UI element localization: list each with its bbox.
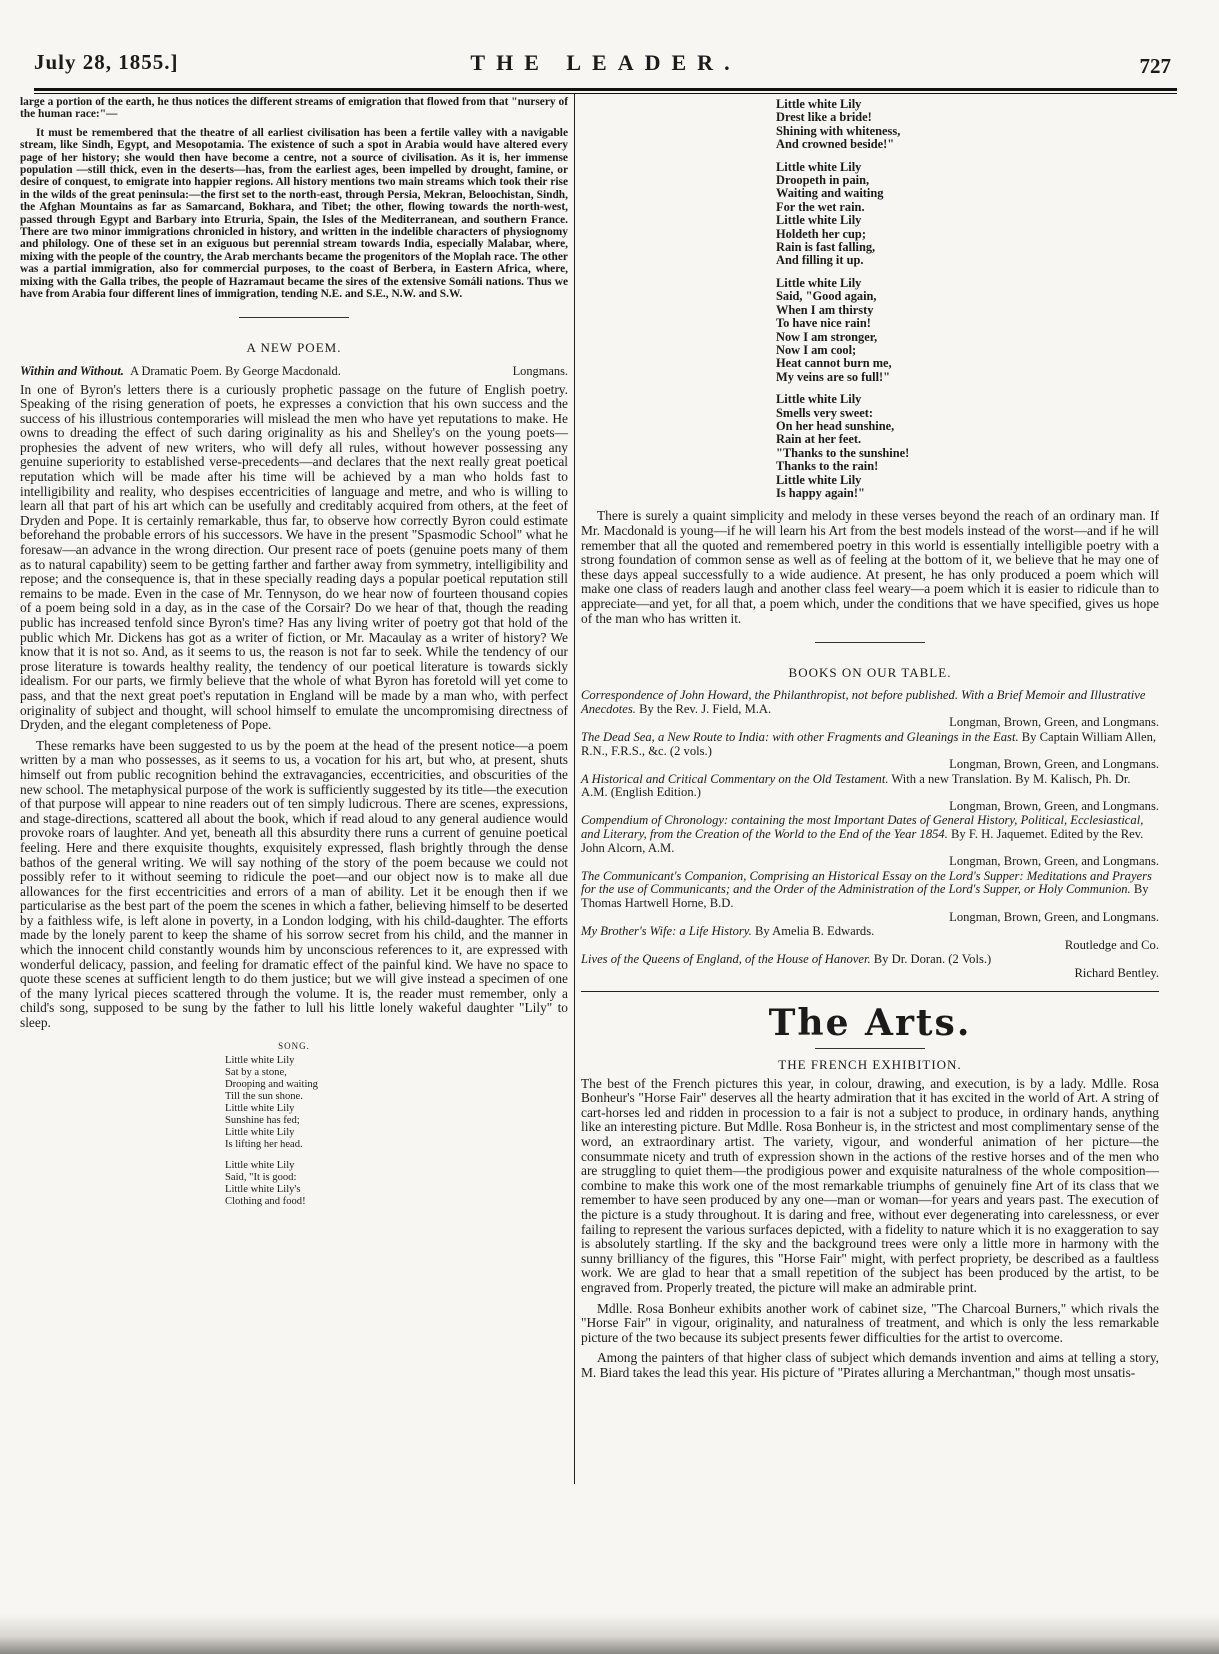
poem-line: Smells very sweet:	[776, 405, 874, 420]
book-publisher: Longman, Brown, Green, and Longmans.	[949, 909, 1159, 924]
section-rule	[581, 991, 1159, 992]
issue-date: July 28, 1855.]	[34, 50, 179, 74]
arts-paragraph-3: Among the painters of that higher class of subject which demands invention and aims at telling a story, M. Biard takes the lead this year. His picture of "Pirates alluring a Merchantman," though most unsatis-	[581, 1350, 1159, 1380]
poem-line: Sat by a stone,	[225, 1066, 287, 1078]
book-author: By Dr. Doran. (2 Vols.)	[873, 952, 992, 967]
book-title: The Communicant's Companion, Comprising an Historical Essay on the Lord's Supper: Meditations and Prayers for the use of Communicants; and the Order of the Administration of the Lord's Supper, or Holy Communion.	[581, 868, 1152, 897]
section-rule	[815, 1048, 925, 1049]
book-entry	[581, 773, 1159, 814]
books-heading: BOOKS ON OUR TABLE.	[788, 665, 952, 681]
book-title: The Dead Sea, a New Route to India: with other Fragments and Gleanings in the East.	[581, 729, 1019, 744]
poem-line: On her head sunshine,	[776, 418, 895, 433]
poem-line: Till the sun shone.	[225, 1090, 303, 1102]
book-title: A Historical and Critical Commentary on the Old Testament.	[581, 771, 889, 786]
poem-line: My veins are so full!"	[776, 369, 891, 384]
book-publisher: Longman, Brown, Green, and Longmans.	[949, 798, 1159, 813]
review-paragraph-2: These remarks have been suggested to us by the poem at the head of the present notice—a poem written by a man who possesses, as it seems to us, a vocation for his art, but who, at present, shuts himself out from public recognition behind the extravagancies, eccentricities, and obscurities of the new school. The metaphysical purpose of the work is sufficiently suggested by its title—the execution of that purpose will appear to nine readers out of ten simply ludicrous. There are scenes, expressions, and stage-directions, scattered all about the book, which if read aloud to any general audience would provoke roars of laughter. And yet, beneath all this absurdity there runs a current of genuine poetical feeling. Here and there exquisite thoughts, exquisitely expressed, flash brightly through the dense bathos of the general writing. We will say nothing of the story of the poem because we could not possibly refer to it without seeming to ridicule the poet—and our object now is to make all due allowances for the first eccentricities and errors of a man of ability. Let it be enough then if we particularise as the best part of the poem the scenes in which a father, believing himself to be deserted by a faithless wife, is left alone in poverty, in a London lodging, with his child-daughter. The efforts made by the lonely parent to keep the shame of his sorrow secret from his child, and the manner in which the innocent child constantly wounds him by unconscious references to it, are expressed with wonderful delicacy, passion, and feeling for dramatic effect of the painful kind. We have no space to quote these scenes at sufficient length to do them justice; but we will give instead a specimen of one of the many lyrical pieces scattered through the volume. It is, the reader must remember, only a child's song, supposed to be sung by the father to lull his little lonely wakeful daughter "Lily" to sleep.	[20, 737, 568, 1031]
book-title: Correspondence of John Howard, the Philanthropist, not before published. With a Brief Memoir and Illustrative Anecdotes.	[581, 688, 1146, 716]
poem-line: Little white Lily	[225, 1159, 295, 1171]
page-number: 727	[1139, 54, 1171, 78]
books-list	[581, 689, 1159, 980]
song-stanza	[776, 277, 1159, 384]
book-author: By the Rev. J. Field, M.A.	[639, 701, 772, 716]
book-entry	[581, 870, 1159, 924]
poem-line: Shining with whiteness,	[776, 123, 901, 138]
poem-line: Said, "Good again,	[776, 289, 877, 304]
book-publisher: Longman, Brown, Green, and Longmans.	[949, 757, 1159, 772]
poem-line: Drooping and waiting	[225, 1078, 318, 1090]
section-rule	[239, 317, 349, 318]
poem-line: Thanks to the rain!	[776, 459, 879, 474]
book-entry	[581, 814, 1159, 868]
poem-line: To have nice rain!	[776, 316, 871, 331]
book-entry	[581, 731, 1159, 772]
emigration-quote: It must be remembered that the theatre of all earliest civilisation has been a fertile valley with a navigable stream, like Sindh, Egypt, and Mesopotamia. The existence of such a spot in Arabia would have altered every page of her history; she would then have become a centre, not a source of civilisation. As it is, her immense population —still thick, even in the deserts—has, from the earliest ages, been impelled by drought, famine, or desire of conquest, to emigrate into happier regions. All history mentions two main streams which took their rise in the wilds of the great peninsula:—the first set to the north-east, through Persia, Mekran, Beloochistan, Sindh, the Afghan Mountains as far as Samarcand, Bokhara, and Tibet; the other, flowing towards the north-west, passed through Egypt and Barbary into Etruria, Spain, the Isles of the Mediterranean, and southern France. There are two minor immigrations chronicled in history, and written in the indelible characters of physiognomy and philology. One of these set in an exiguous but perennial stream towards India, especially Malabar, where, mixing with the people of the country, the Arab merchants became the progenitors of the Moplah race. The other was a partial immigration, also for commercial purposes, to the coast of Berbera, in Eastern Africa, where, mixing with the Galla tribes, the people of Hazramaut became the sires of the extensive Somáli nations. Thus we have from Arabia four different lines of immigration, tending N.E. and S.E., N.W. and S.W.	[20, 126, 568, 301]
arts-paragraph-2: Mdlle. Rosa Bonheur exhibits another work of cabinet size, "The Charcoal Burners," which rivals the "Horse Fair" in vigour, originality, and naturalness of treatment, and which is only the less remarkable picture of the two because its subject presents fewer difficulties for the artist to overcome.	[581, 1300, 1159, 1345]
poem-line: Sunshine has fed;	[225, 1114, 300, 1126]
review-publisher: Longmans.	[512, 363, 568, 378]
arts-heading: The Arts.	[768, 1001, 972, 1044]
french-exhibition-heading: THE FRENCH EXHIBITION.	[778, 1056, 962, 1072]
song-stanza	[225, 1055, 568, 1151]
song-stanza	[776, 98, 1159, 152]
masthead	[34, 46, 1177, 86]
song-left	[225, 1055, 568, 1208]
book-publisher: Richard Bentley.	[1074, 966, 1159, 980]
poem-line: Little white Lily's	[225, 1183, 301, 1195]
song-stanza	[776, 161, 1159, 268]
poem-line: Rain is fast falling,	[776, 240, 876, 255]
poem-line: And filling it up.	[776, 253, 864, 268]
left-column	[20, 96, 568, 1217]
poem-line: Holdeth her cup;	[776, 226, 866, 241]
poem-line: Droopeth in pain,	[776, 173, 870, 188]
poem-line: Little white Lily	[776, 275, 862, 290]
book-author: With a new Translation. By M. Kalisch, Ph. Dr. A.M. (English Edition.)	[581, 771, 1131, 800]
poem-line: For the wet rain.	[776, 199, 865, 214]
arts-paragraph-1: The best of the French pictures this year, in colour, drawing, and execution, is by a lady. Mdlle. Rosa Bonheur's "Horse Fair" deserves all the hearty admiration that it has excited in the world of Art. A string of cart-horses led and ridden in procession to a fair is not a subject to produce, in ordinary hands, anything like an interesting picture. But Mdlle. Rosa Bonheur is, in the strictest and most complimentary sense of the word, an extraordinary artist. The variety, vigour, and wonderful animation of her picture—the consummate nicety and truth of expression shown in the actions of the restive horses and of the men who are struggling to quiet them—the prodigious power and exquisite naturalness of the whole composition—combine to make this work one of the most remarkable triumphs of genuinely fine Art of its class that we remember to have seen produced by any one—man or woman—for years and years past. The execution of the picture is a study throughout. It is daring and free, without ever degenerating into carelessness, or ever failing to represent the various surfaces depicted, with a fidelity to nature which it is no exaggeration to say is absolutely startling. If the sky and the background trees were only a little more in harmony with the sunny brilliancy of the figures, this "Horse Fair" might, with perfect propriety, be described as a faultless work. We are glad to hear that a small repetition of the subject has been produced by the artist, to be engraved from. Properly treated, the picture will make an admirable print.	[581, 1075, 1159, 1295]
poem-line: Little white Lily	[776, 392, 862, 407]
poem-line: Little white Lily	[225, 1054, 295, 1066]
book-entry	[581, 953, 1159, 980]
poem-line: Little white Lily	[776, 472, 862, 487]
poem-line: Little white Lily	[776, 159, 862, 174]
scan-edge	[0, 1614, 1219, 1654]
new-poem-heading: A NEW POEM.	[246, 339, 342, 355]
review-title: Within and Without.	[20, 363, 124, 378]
poem-line: Is lifting her head.	[225, 1138, 303, 1150]
book-publisher: Longman, Brown, Green, and Longmans.	[949, 715, 1159, 730]
section-rule	[815, 642, 925, 643]
poem-line: Clothing and food!	[225, 1195, 306, 1207]
review-citation	[20, 364, 568, 379]
poem-line: Waiting and waiting	[776, 186, 884, 201]
poem-line: And crowned beside!"	[776, 137, 895, 152]
review-description: A Dramatic Poem. By George Macdonald.	[130, 363, 341, 378]
emigration-intro: large a portion of the earth, he thus notices the different streams of emigration that flowed from that "nursery of the human race:"—	[20, 96, 568, 121]
poem-line: Rain at her feet.	[776, 432, 862, 447]
book-entry	[581, 925, 1159, 952]
poem-line: Now I am stronger,	[776, 329, 878, 344]
column-divider	[574, 94, 575, 1484]
book-publisher: Longman, Brown, Green, and Longmans.	[949, 854, 1159, 869]
book-publisher: Routledge and Co.	[1064, 937, 1159, 952]
book-entry	[581, 689, 1159, 730]
song-continued	[776, 98, 1159, 500]
poem-line: Now I am cool;	[776, 342, 857, 357]
song-stanza	[225, 1160, 568, 1208]
masthead-rule-thin	[34, 93, 1177, 94]
poem-line: Drest like a bride!	[776, 110, 872, 125]
masthead-rule	[34, 88, 1177, 91]
review-paragraph-1: In one of Byron's letters there is a curiously prophetic passage on the future of English poetry. Speaking of the rising generation of poets, he expresses a conviction that his own success and the success of his illustrious contemporaries will mislead the men who have yet reputations to make. He owns to dreading the effect of such daring originality as his and Shelley's on the young poets—prophesies the advent of new writers, who will defy all rules, without however possessing any genuine superiority to established verse-precedents—and declares that the next really great poetical reputation which will be made after his time will be achieved by a man who holds fast to intelligibility and reality, who despises eccentricities of language and metre, and who is willing to learn all that part of his art which can be usefully and creditably acquired from others, at the feet of Dryden and Pope. It is certainly remarkable, thus far, to observe how correctly Byron could estimate beforehand the probable errors of his successors. We have in the present "Spasmodic School" what he foresaw—an advance in the wrong direction. Our present race of poets (genuine poets many of them as to natural capability) seem to be getting farther and farther away from symmetry, intelligibility and repose; and the consequence is, that in these specially reading days a popular poetical reputation still remains to be made. Even in the case of Mr. Tennyson, do we hear now of fourteen thousand copies of a poem being sold in a day, as in the case of the Corsair? Do we hear of that, though the reading public has increased tenfold since Byron's time? Has any living writer of poetry got that hold of the public which Mr. Dickens has got as a writer of fiction, or Mr. Macaulay as a writer of history? We know that it is not so. And, as it seems to us, the reason is not far to seek. While the tendency of our prose literature is towards healthy reality, the tendency of our poetical literature is towards sickly idealism. For our parts, we firmly believe that the whole of what Byron has foretold will yet come to pass, and that the next great poet's reputation in England will be made by a man who, with perfect originality of subject and thought, will school himself to emulate the uncompromising directness of Dryden, and the elegant completeness of Pope.	[20, 381, 568, 733]
book-author: By Captain William Allen, R.N., F.R.S., &c. (2 vols.)	[581, 729, 1157, 758]
poem-commentary: There is surely a quaint simplicity and melody in these verses beyond the reach of an ordinary man. If Mr. Macdonald is young—if he will learn his Art from the best models instead of the worst—and if he will remember that all the quoted and remembered poetry in this world is essentially intelligible poetry with a strong foundation of common sense as well as of feeling at the bottom of it, we believe that he may one of these days appeal successfully to a wide audience. At present, he has only produced a poem which will make one class of readers laugh and another class feel weary—a poem which it is easier to ridicule than to appreciate—and yet, for all that, a poem which, under the conditions that we have specified, gives us hope of the man who has written it.	[581, 508, 1159, 626]
poem-line: Little white Lily	[225, 1102, 295, 1114]
poem-line: Little white Lily	[225, 1126, 295, 1138]
song-heading: SONG.	[278, 1040, 310, 1051]
book-title: Compendium of Chronology: containing the most Important Dates of General History, Political, Ecclesiastical, and Literary, from the Creation of the World to the End of the Year 1854.	[581, 813, 1144, 842]
poem-line: Little white Lily	[776, 97, 862, 111]
right-column	[581, 96, 1159, 1386]
poem-line: Said, "It is good:	[225, 1171, 297, 1183]
poem-line: "Thanks to the sunshine!	[776, 445, 910, 460]
paper-title: THE LEADER.	[470, 50, 741, 75]
book-title: Lives of the Queens of England, of the House of Hanover.	[581, 952, 871, 967]
book-title: My Brother's Wife: a Life History.	[581, 924, 752, 939]
book-author: By F. H. Jaquemet. Edited by the Rev. John Alcorn, A.M.	[581, 827, 1144, 855]
poem-line: Little white Lily	[776, 213, 862, 228]
poem-line: When I am thirsty	[776, 302, 874, 317]
poem-line: Is happy again!"	[776, 485, 865, 500]
song-stanza	[776, 393, 1159, 500]
poem-line: Heat cannot burn me,	[776, 356, 892, 371]
book-author: By Amelia B. Edwards.	[754, 924, 875, 939]
book-author: By Thomas Hartwell Horne, B.D.	[581, 882, 1149, 911]
